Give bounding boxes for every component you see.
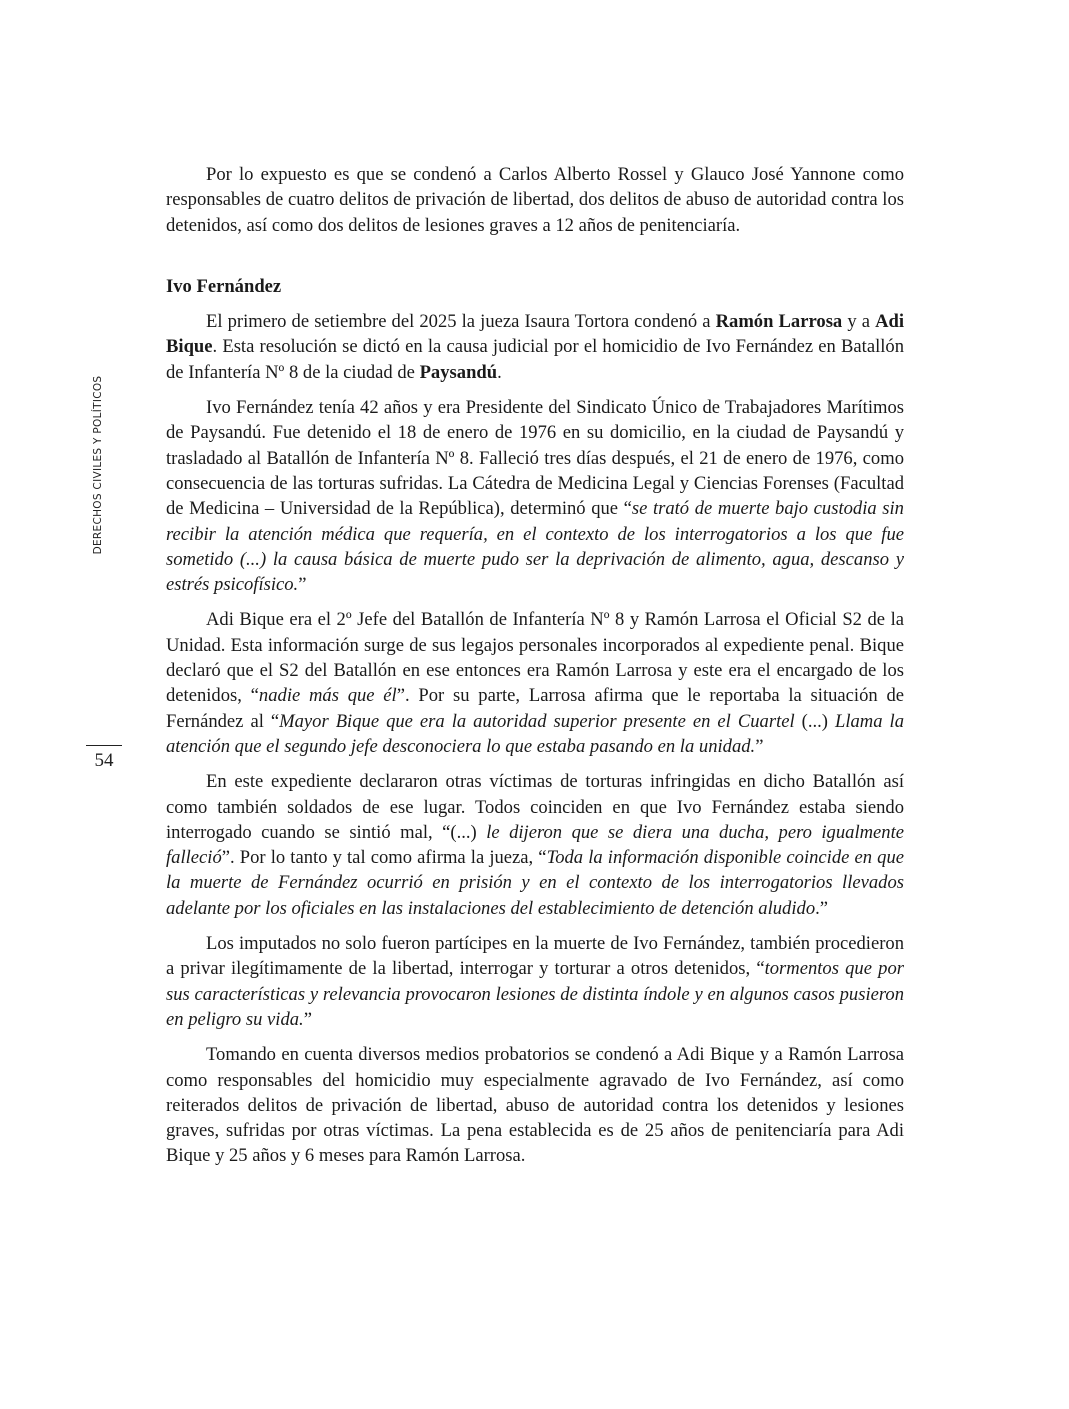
text-run: y a	[842, 311, 876, 333]
paragraph-biography	[166, 395, 904, 597]
text-run: ”	[303, 1008, 312, 1030]
italic-quote: nadie más que él	[258, 685, 397, 707]
bold-name: Ramón Larrosa	[715, 311, 843, 333]
paragraph-other-victims	[166, 931, 904, 1032]
paragraph-responsibility	[166, 607, 904, 759]
paragraph-sentence-bique-larrosa: Tomando en cuenta diversos medios probatorios se condenó a Adi Bique y a Ramón Larrosa como responsables del homicidio muy especialmente agravado de Ivo Fernández, así como reiterados delitos de privación de libertad, abuso de autoridad contra los detenidos y lesiones graves, sufridas por otras víctimas. La pena establecida es de 25 años de penitenciaría para Adi Bique y 25 años y 6 meses para Ramón Larrosa.	[166, 1044, 904, 1167]
section-heading: Ivo Fernández	[166, 275, 282, 297]
paragraph-ruling	[166, 309, 904, 385]
bold-place: Paysandú	[419, 361, 498, 383]
bold-name: Adi Bique	[166, 311, 904, 358]
text-run: En este expediente declararon otras víctimas de torturas infringidas en dicho Batallón así como también soldados de ese lugar. Todos coinciden en que Ivo Fernández estaba siendo interrogado cuando se sintió mal, “(...)	[166, 771, 904, 843]
text-run: .”	[815, 897, 829, 919]
italic-quote: Toda la información disponible coincide en que la muerte de Fernández ocurrió en prisión y en el contexto de los interrogatorios llevados adelante por los oficiales en las instalaciones del establecimiento de detención aludido	[166, 847, 904, 919]
italic-quote: tormentos que por sus características y relevancia provocaron lesiones de distinta índole y en algunos casos pusieron en peligro su vida.	[166, 958, 904, 1030]
side-label-text: DERECHOS CIVILES Y POLÍTICOS	[92, 375, 104, 555]
text-run: Ivo Fernández tenía 42 años y era Presidente del Sindicato Único de Trabajadores Marítimos de Paysandú. Fue detenido el 18 de enero de 1976 en su domicilio, en la ciudad de Paysandú y trasladado al Batallón de Infantería Nº 8. Falleció tres días después, el 21 de enero de 1976, como consecuencia de las torturas sufridas. La Cátedra de Medicina Legal y Ciencias Forenses (Facultad de Medicina – Universidad de la República), determinó que “	[166, 397, 904, 520]
text-run: Los imputados no solo fueron partícipes en la muerte de Ivo Fernández, también procedieron a privar ilegítimamente de la libertad, interrogar y torturar a otros detenidos, “	[166, 933, 904, 980]
italic-quote: Llama la atención que el segundo jefe desconociera lo que estaba pasando en la unidad.	[166, 710, 904, 757]
text-run: ”	[298, 574, 307, 596]
page-number: 54	[86, 745, 122, 772]
italic-quote: Mayor Bique que era la autoridad superior presente en el Cuartel	[279, 710, 795, 732]
text-run: (...)	[794, 710, 835, 732]
italic-quote: le dijeron que se diera una ducha, pero igualmente falleció	[166, 821, 905, 869]
text-run: Adi Bique era el 2º Jefe del Batallón de Infantería Nº 8 y Ramón Larrosa el Oficial S2 de la Unidad. Esta información surge de sus legajos personales incorporados al expediente penal. Bique declaró que el S2 del Batallón en ese entonces era Ramón Larrosa y este era el encargado de los detenidos, “	[166, 609, 904, 707]
text-run: .	[497, 361, 502, 383]
text-run: ”. Por su parte, Larrosa afirma que le reportaba la situación de Fernández al “	[166, 685, 904, 732]
paragraph-testimonies	[166, 769, 904, 921]
text-run: ”. Por lo tanto y tal como afirma la jueza, “	[221, 847, 547, 869]
text-run: El primero de setiembre del 2025 la jueza Isaura Tortora condenó a	[206, 311, 716, 333]
paragraph-sentence-rossel-yannone: Por lo expuesto es que se condenó a Carlos Alberto Rossel y Glauco José Yannone como responsables de cuatro delitos de privación de libertad, dos delitos de abuso de autoridad contra los detenidos, así como dos delitos de lesiones graves a 12 años de penitenciaría.	[166, 164, 904, 236]
text-run: ”	[755, 735, 764, 757]
body-text	[166, 162, 904, 1179]
text-run: . Esta resolución se dictó en la causa judicial por el homicidio de Ivo Fernández en Batallón de Infantería Nº 8 de la ciudad de	[166, 336, 904, 383]
italic-quote: se trató de muerte bajo custodia sin recibir la atención médica que requería, en el contexto de los interrogatorios a los que fue sometido (...) la causa básica de muerte pudo ser la deprivación de alimento, agua, descanso y estrés psicofísico.	[166, 498, 904, 596]
